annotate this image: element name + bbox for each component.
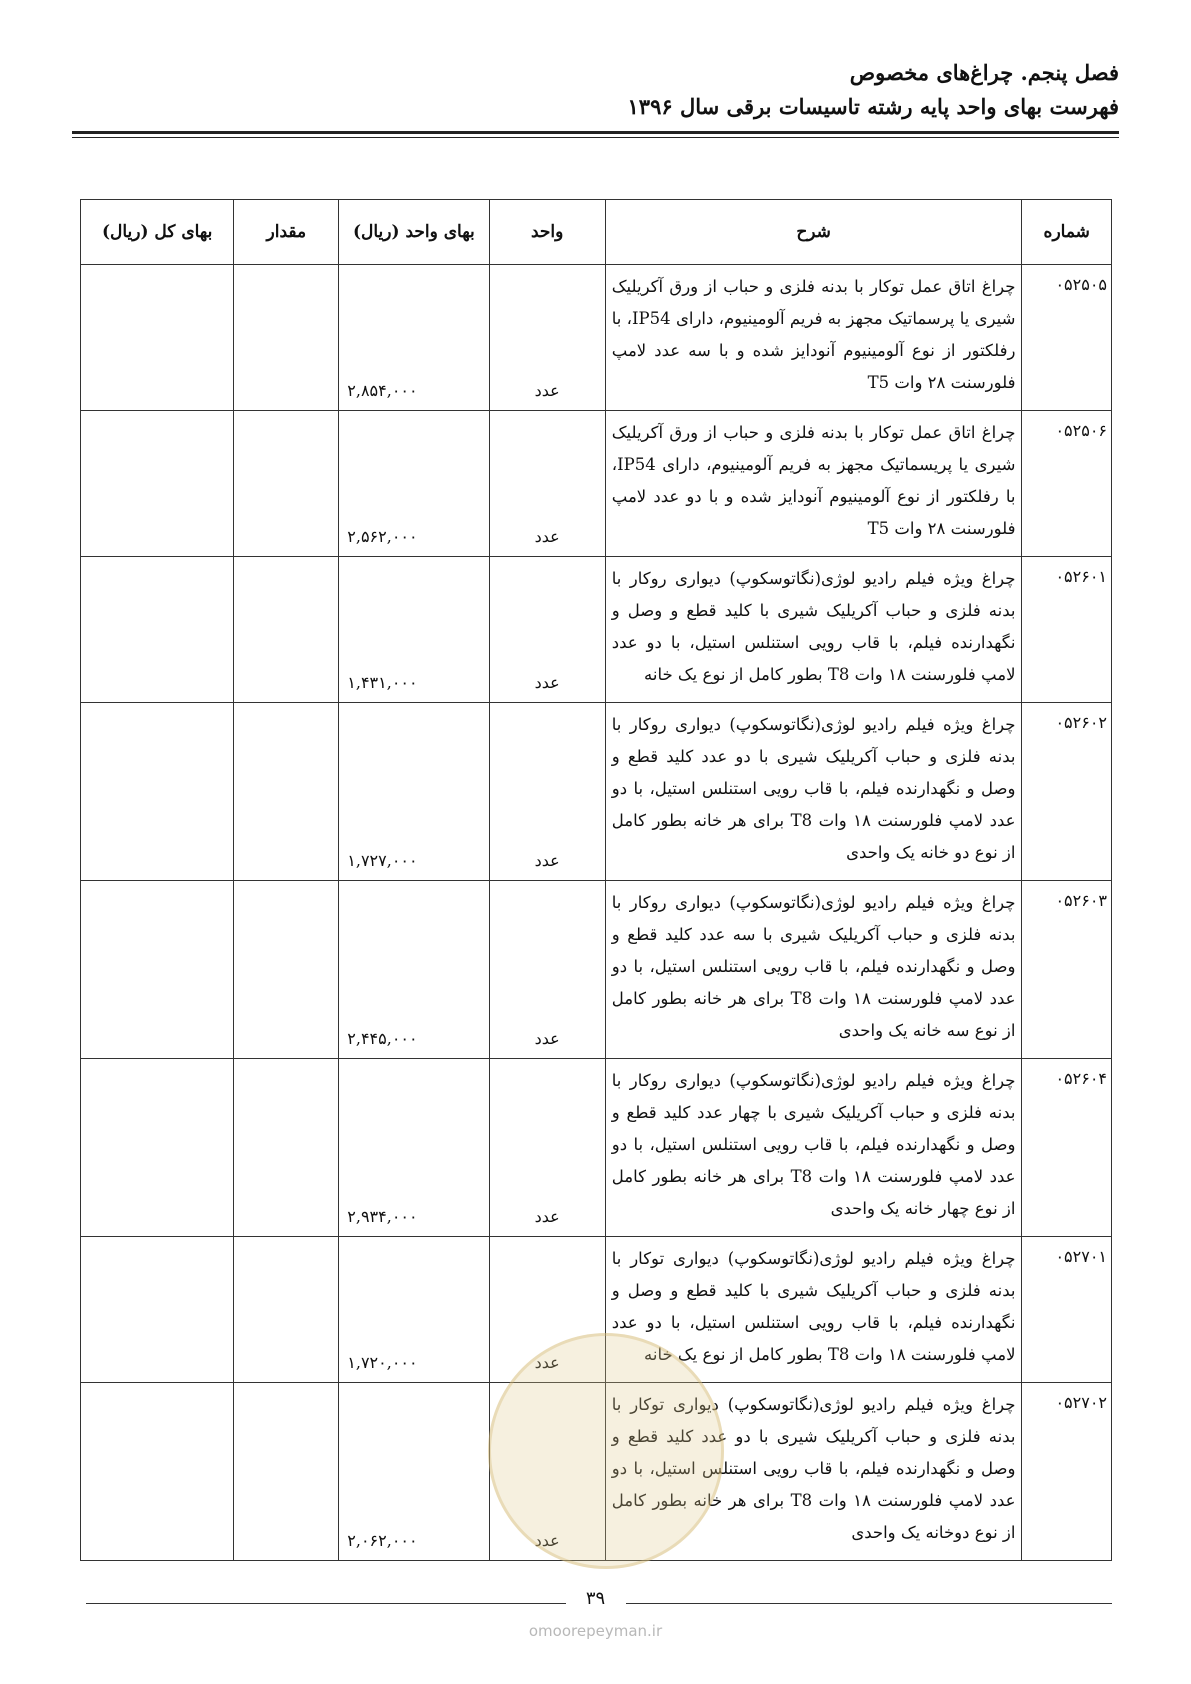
column-header-total-price: بهای کل (ریال) xyxy=(81,200,234,265)
item-code: ۰۵۲۵۰۵ xyxy=(1022,265,1112,411)
item-unit-price: ۱,۷۲۰,۰۰۰ xyxy=(339,1237,489,1383)
price-list-title: فهرست بهای واحد پایه رشته تاسیسات برقی سال ۱۳۹۶ xyxy=(627,94,1119,119)
item-quantity xyxy=(234,411,339,557)
item-description: چراغ ویژه فیلم رادیو لوژی(نگاتوسکوپ) دیواری روکار با بدنه فلزی و حباب آکریلیک شیری با دو عدد کلید قطع و وصل و نگهدارنده فیلم، با قاب رویی استنلس استیل، با دو عدد لامپ فلورسنت ۱۸ وات T8 برای هر خانه بطور کامل از نوع دو خانه یک واحدی xyxy=(605,703,1022,881)
item-unit-price: ۲,۵۶۲,۰۰۰ xyxy=(339,411,489,557)
item-quantity xyxy=(234,557,339,703)
item-unit: عدد xyxy=(489,1059,605,1237)
item-unit: عدد xyxy=(489,1237,605,1383)
price-table xyxy=(80,199,1112,1561)
item-total-price xyxy=(81,265,234,411)
item-code: ۰۵۲۶۰۴ xyxy=(1022,1059,1112,1237)
item-unit-price: ۱,۴۳۱,۰۰۰ xyxy=(339,557,489,703)
table-row xyxy=(81,411,1112,557)
column-header-code: شماره xyxy=(1022,200,1112,265)
table-row xyxy=(81,1383,1112,1561)
item-unit-price: ۲,۴۴۵,۰۰۰ xyxy=(339,881,489,1059)
item-description: چراغ اتاق عمل توکار با بدنه فلزی و حباب از ورق آکریلیک شیری یا پرسماتیک مجهز به فریم آلومینیوم، دارای IP54، با رفلکتور از نوع آلومینیوم آنودایز شده و با سه عدد لامپ فلورسنت ۲۸ وات T5 xyxy=(605,265,1022,411)
item-total-price xyxy=(81,411,234,557)
item-code: ۰۵۲۶۰۱ xyxy=(1022,557,1112,703)
item-quantity xyxy=(234,703,339,881)
item-code: ۰۵۲۵۰۶ xyxy=(1022,411,1112,557)
column-header-unit-price: بهای واحد (ریال) xyxy=(339,200,489,265)
item-unit: عدد xyxy=(489,703,605,881)
item-total-price xyxy=(81,1383,234,1561)
chapter-title: فصل پنجم. چراغ‌های مخصوص xyxy=(849,60,1119,85)
item-unit-price: ۲,۹۳۴,۰۰۰ xyxy=(339,1059,489,1237)
item-code: ۰۵۲۷۰۲ xyxy=(1022,1383,1112,1561)
item-total-price xyxy=(81,881,234,1059)
item-code: ۰۵۲۷۰۱ xyxy=(1022,1237,1112,1383)
item-total-price xyxy=(81,1059,234,1237)
item-total-price xyxy=(81,703,234,881)
item-unit: عدد xyxy=(489,1383,605,1561)
header-rule-thick xyxy=(72,131,1119,134)
table-row xyxy=(81,1237,1112,1383)
column-header-unit: واحد xyxy=(489,200,605,265)
item-unit-price: ۲,۰۶۲,۰۰۰ xyxy=(339,1383,489,1561)
item-unit: عدد xyxy=(489,265,605,411)
item-description: چراغ اتاق عمل توکار با بدنه فلزی و حباب از ورق آکریلیک شیری یا پریسماتیک مجهز به فریم آلومینیوم، دارای IP54، با رفلکتور از نوع آلومینیوم آنودایز شده و با دو عدد لامپ فلورسنت ۲۸ وات T5 xyxy=(605,411,1022,557)
item-code: ۰۵۲۶۰۲ xyxy=(1022,703,1112,881)
item-description: چراغ ویژه فیلم رادیو لوژی(نگاتوسکوپ) دیواری روکار با بدنه فلزی و حباب آکریلیک شیری با سه عدد کلید قطع و وصل و نگهدارنده فیلم، با قاب رویی استنلس استیل، با دو عدد لامپ فلورسنت ۱۸ وات T8 برای هر خانه بطور کامل از نوع سه خانه یک واحدی xyxy=(605,881,1022,1059)
page-number: ۳۹ xyxy=(585,1588,606,1609)
item-total-price xyxy=(81,1237,234,1383)
table-row xyxy=(81,881,1112,1059)
item-total-price xyxy=(81,557,234,703)
item-quantity xyxy=(234,1383,339,1561)
item-unit-price: ۲,۸۵۴,۰۰۰ xyxy=(339,265,489,411)
item-description: چراغ ویژه فیلم رادیو لوژی(نگاتوسکوپ) دیواری روکار با بدنه فلزی و حباب آکریلیک شیری با کلید قطع و وصل و نگهدارنده فیلم، با قاب رویی استنلس استیل، با دو عدد لامپ فلورسنت ۱۸ وات T8 بطور کامل از نوع یک خانه xyxy=(605,557,1022,703)
item-code: ۰۵۲۶۰۳ xyxy=(1022,881,1112,1059)
item-description: چراغ ویژه فیلم رادیو لوژی(نگاتوسکوپ) دیواری توکار با بدنه فلزی و حباب آکریلیک شیری با دو عدد کلید قطع و وصل و نگهدارنده فیلم، با قاب رویی استنلس استیل، با دو عدد لامپ فلورسنت ۱۸ وات T8 برای هر خانه بطور کامل از نوع دوخانه یک واحدی xyxy=(605,1383,1022,1561)
item-quantity xyxy=(234,1237,339,1383)
item-unit: عدد xyxy=(489,557,605,703)
item-quantity xyxy=(234,1059,339,1237)
column-header-quantity: مقدار xyxy=(234,200,339,265)
table-header-row xyxy=(81,200,1112,265)
header-rule-thin xyxy=(72,137,1119,138)
table-row xyxy=(81,265,1112,411)
item-unit: عدد xyxy=(489,411,605,557)
item-quantity xyxy=(234,881,339,1059)
item-unit: عدد xyxy=(489,881,605,1059)
table-row xyxy=(81,1059,1112,1237)
item-description: چراغ ویژه فیلم رادیو لوژی(نگاتوسکوپ) دیواری روکار با بدنه فلزی و حباب آکریلیک شیری با چهار عدد کلید قطع و وصل و نگهدارنده فیلم، با قاب رویی استنلس استیل، با دو عدد لامپ فلورسنت ۱۸ وات T8 برای هر خانه بطور کامل از نوع چهار خانه یک واحدی xyxy=(605,1059,1022,1237)
page-header xyxy=(72,56,1119,124)
item-quantity xyxy=(234,265,339,411)
table-row xyxy=(81,703,1112,881)
item-unit-price: ۱,۷۲۷,۰۰۰ xyxy=(339,703,489,881)
site-credit[interactable]: omoorepeyman.ir xyxy=(528,1622,663,1640)
item-description: چراغ ویژه فیلم رادیو لوژی(نگاتوسکوپ) دیواری توکار با بدنه فلزی و حباب آکریلیک شیری با کلید قطع و وصل و نگهدارنده فیلم، با قاب رویی استنلس استیل، با دو عدد لامپ فلورسنت ۱۸ وات T8 بطور کامل از نوع یک خانه xyxy=(605,1237,1022,1383)
column-header-description: شرح xyxy=(605,200,1022,265)
table-row xyxy=(81,557,1112,703)
